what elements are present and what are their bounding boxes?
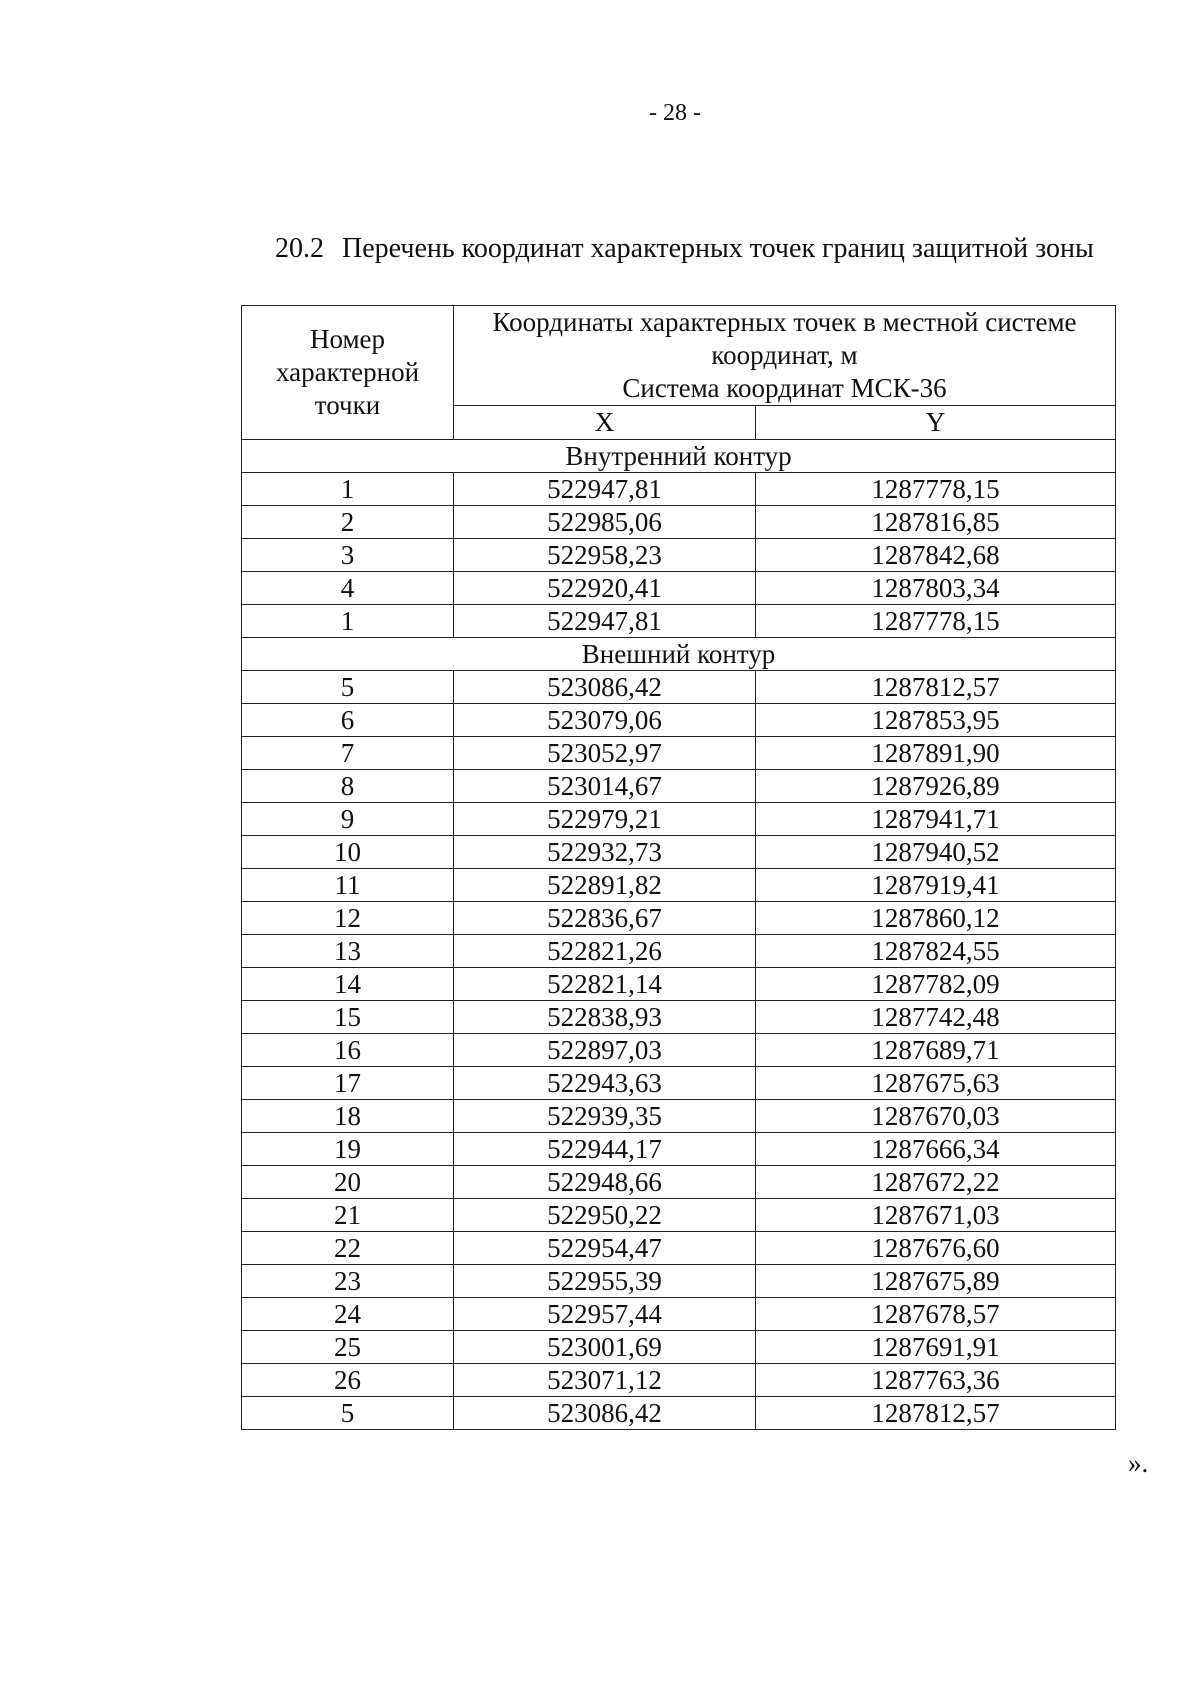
y-coordinate-cell: 1287678,57 [756, 1298, 1116, 1331]
table-row [242, 539, 1116, 572]
x-coordinate-cell: 522939,35 [454, 1100, 756, 1133]
header-coordinates-line: Координаты характерных точек в местной системе [492, 307, 1077, 337]
x-coordinate-cell: 522943,63 [454, 1067, 756, 1100]
y-coordinate-cell: 1287812,57 [756, 1397, 1116, 1430]
x-coordinate-cell: 522985,06 [454, 506, 756, 539]
y-coordinate-cell: 1287824,55 [756, 935, 1116, 968]
x-coordinate-cell: 523014,67 [454, 770, 756, 803]
section-title: Внутренний контур [242, 440, 1116, 473]
header-coordinates-title [454, 306, 1116, 406]
y-coordinate-cell: 1287816,85 [756, 506, 1116, 539]
x-coordinate-cell: 522979,21 [454, 803, 756, 836]
point-number-cell: 1 [242, 605, 454, 638]
table-row [242, 902, 1116, 935]
y-coordinate-cell: 1287666,34 [756, 1133, 1116, 1166]
table-row [242, 770, 1116, 803]
y-coordinate-cell: 1287919,41 [756, 869, 1116, 902]
table-row [242, 506, 1116, 539]
x-coordinate-cell: 522947,81 [454, 473, 756, 506]
y-coordinate-cell: 1287940,52 [756, 836, 1116, 869]
x-coordinate-cell: 522954,47 [454, 1232, 756, 1265]
y-coordinate-cell: 1287860,12 [756, 902, 1116, 935]
point-number-cell: 14 [242, 968, 454, 1001]
y-coordinate-cell: 1287742,48 [756, 1001, 1116, 1034]
y-coordinate-cell: 1287812,57 [756, 671, 1116, 704]
table-row [242, 572, 1116, 605]
point-number-cell: 17 [242, 1067, 454, 1100]
point-number-cell: 15 [242, 1001, 454, 1034]
x-coordinate-cell: 522838,93 [454, 1001, 756, 1034]
closing-quote-mark: ». [1128, 1448, 1149, 1478]
header-x: X [454, 406, 756, 440]
table-body [242, 440, 1116, 1430]
header-point-number-line: точки [314, 390, 381, 420]
point-number-cell: 19 [242, 1133, 454, 1166]
table-row [242, 968, 1116, 1001]
section-heading-number: 20.2 [275, 233, 324, 264]
y-coordinate-cell: 1287842,68 [756, 539, 1116, 572]
table-row [242, 1298, 1116, 1331]
x-coordinate-cell: 522821,26 [454, 935, 756, 968]
point-number-cell: 7 [242, 737, 454, 770]
y-coordinate-cell: 1287941,71 [756, 803, 1116, 836]
x-coordinate-cell: 522932,73 [454, 836, 756, 869]
table-row [242, 1034, 1116, 1067]
table-row [242, 1397, 1116, 1430]
table-row [242, 1364, 1116, 1397]
x-coordinate-cell: 522958,23 [454, 539, 756, 572]
y-coordinate-cell: 1287782,09 [756, 968, 1116, 1001]
header-y: Y [756, 406, 1116, 440]
point-number-cell: 20 [242, 1166, 454, 1199]
y-coordinate-cell: 1287803,34 [756, 572, 1116, 605]
point-number-cell: 12 [242, 902, 454, 935]
section-row [242, 440, 1116, 473]
point-number-cell: 23 [242, 1265, 454, 1298]
section-row [242, 638, 1116, 671]
point-number-cell: 5 [242, 1397, 454, 1430]
y-coordinate-cell: 1287891,90 [756, 737, 1116, 770]
header-coordinates-line: координат, м [711, 340, 858, 370]
section-heading [275, 233, 1094, 265]
y-coordinate-cell: 1287689,71 [756, 1034, 1116, 1067]
table-row [242, 935, 1116, 968]
x-coordinate-cell: 523086,42 [454, 671, 756, 704]
table-row [242, 605, 1116, 638]
x-coordinate-cell: 522836,67 [454, 902, 756, 935]
x-coordinate-cell: 523052,97 [454, 737, 756, 770]
table-row [242, 1133, 1116, 1166]
table-row [242, 1067, 1116, 1100]
x-coordinate-cell: 522891,82 [454, 869, 756, 902]
point-number-cell: 6 [242, 704, 454, 737]
y-coordinate-cell: 1287676,60 [756, 1232, 1116, 1265]
point-number-cell: 21 [242, 1199, 454, 1232]
header-point-number-line: характерной [275, 357, 420, 387]
point-number-cell: 8 [242, 770, 454, 803]
x-coordinate-cell: 523079,06 [454, 704, 756, 737]
x-coordinate-cell: 522957,44 [454, 1298, 756, 1331]
point-number-cell: 10 [242, 836, 454, 869]
table-row [242, 473, 1116, 506]
coordinates-table [241, 305, 1116, 1430]
point-number-cell: 9 [242, 803, 454, 836]
table-row [242, 1100, 1116, 1133]
table-row [242, 1001, 1116, 1034]
table-row [242, 803, 1116, 836]
header-point-number [242, 306, 454, 440]
x-coordinate-cell: 522944,17 [454, 1133, 756, 1166]
point-number-cell: 13 [242, 935, 454, 968]
x-coordinate-cell: 523071,12 [454, 1364, 756, 1397]
y-coordinate-cell: 1287671,03 [756, 1199, 1116, 1232]
y-coordinate-cell: 1287691,91 [756, 1331, 1116, 1364]
point-number-cell: 11 [242, 869, 454, 902]
table-row [242, 1232, 1116, 1265]
table-row [242, 671, 1116, 704]
y-coordinate-cell: 1287853,95 [756, 704, 1116, 737]
x-coordinate-cell: 522897,03 [454, 1034, 756, 1067]
x-coordinate-cell: 522821,14 [454, 968, 756, 1001]
y-coordinate-cell: 1287675,89 [756, 1265, 1116, 1298]
x-coordinate-cell: 522950,22 [454, 1199, 756, 1232]
x-coordinate-cell: 522948,66 [454, 1166, 756, 1199]
point-number-cell: 18 [242, 1100, 454, 1133]
table-row [242, 1331, 1116, 1364]
section-heading-text: Перечень координат характерных точек границ защитной зоны [342, 233, 1094, 264]
point-number-cell: 22 [242, 1232, 454, 1265]
y-coordinate-cell: 1287778,15 [756, 605, 1116, 638]
point-number-cell: 25 [242, 1331, 454, 1364]
table-row [242, 737, 1116, 770]
y-coordinate-cell: 1287670,03 [756, 1100, 1116, 1133]
header-point-number-line: Номер [309, 324, 386, 354]
table-row [242, 836, 1116, 869]
x-coordinate-cell: 523086,42 [454, 1397, 756, 1430]
x-coordinate-cell: 522920,41 [454, 572, 756, 605]
y-coordinate-cell: 1287672,22 [756, 1166, 1116, 1199]
y-coordinate-cell: 1287763,36 [756, 1364, 1116, 1397]
point-number-cell: 26 [242, 1364, 454, 1397]
table-row [242, 1166, 1116, 1199]
y-coordinate-cell: 1287926,89 [756, 770, 1116, 803]
x-coordinate-cell: 522947,81 [454, 605, 756, 638]
y-coordinate-cell: 1287778,15 [756, 473, 1116, 506]
point-number-cell: 5 [242, 671, 454, 704]
table-row [242, 1265, 1116, 1298]
header-coordinates-line: Система координат МСК-36 [622, 373, 947, 403]
point-number-cell: 4 [242, 572, 454, 605]
table-row [242, 704, 1116, 737]
x-coordinate-cell: 523001,69 [454, 1331, 756, 1364]
x-coordinate-cell: 522955,39 [454, 1265, 756, 1298]
point-number-cell: 3 [242, 539, 454, 572]
point-number-cell: 24 [242, 1298, 454, 1331]
section-title: Внешний контур [242, 638, 1116, 671]
point-number-cell: 1 [242, 473, 454, 506]
page-number: - 28 - [649, 100, 701, 126]
y-coordinate-cell: 1287675,63 [756, 1067, 1116, 1100]
table-row [242, 1199, 1116, 1232]
point-number-cell: 16 [242, 1034, 454, 1067]
point-number-cell: 2 [242, 506, 454, 539]
table-row [242, 869, 1116, 902]
